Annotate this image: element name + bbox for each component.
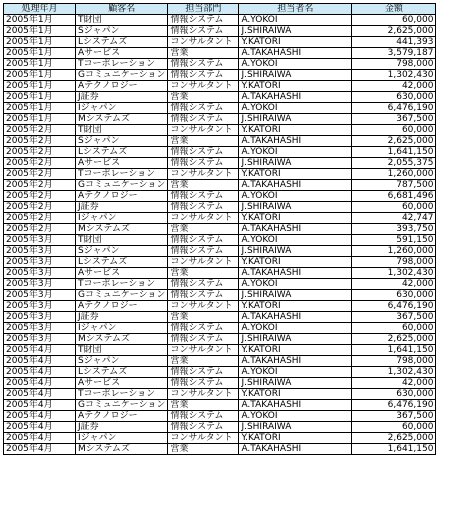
cell-amount[interactable]: 393,750	[352, 224, 436, 235]
cell-amount[interactable]: 60,000	[352, 202, 436, 213]
cell-person[interactable]: A.YOKOI	[239, 279, 352, 290]
table-row	[4, 400, 436, 411]
cell-customer[interactable]: Mシステムズ	[76, 444, 168, 455]
cell-department[interactable]: 情報システム	[168, 235, 239, 246]
table-row	[4, 389, 436, 400]
cell-department[interactable]: 情報システム	[168, 411, 239, 422]
cell-month[interactable]: 2005年4月	[4, 411, 76, 422]
cell-month[interactable]: 2005年1月	[4, 103, 76, 114]
cell-month[interactable]: 2005年3月	[4, 268, 76, 279]
cell-department[interactable]: 営業	[168, 136, 239, 147]
cell-month[interactable]: 2005年4月	[4, 433, 76, 444]
cell-department[interactable]: 営業	[168, 224, 239, 235]
cell-customer[interactable]: Mシステムズ	[76, 114, 168, 125]
cell-department[interactable]: 情報システム	[168, 279, 239, 290]
cell-month[interactable]: 2005年2月	[4, 202, 76, 213]
header-person[interactable]: 担当者名	[239, 4, 352, 15]
cell-amount[interactable]: 591,150	[352, 235, 436, 246]
cell-customer[interactable]: J証券	[76, 422, 168, 433]
cell-department[interactable]: 情報システム	[168, 103, 239, 114]
cell-month[interactable]: 2005年4月	[4, 422, 76, 433]
cell-person[interactable]: A.TAKAHASHI	[239, 224, 352, 235]
cell-month[interactable]: 2005年3月	[4, 334, 76, 345]
cell-department[interactable]: 営業	[168, 444, 239, 455]
cell-amount[interactable]: 42,747	[352, 213, 436, 224]
cell-amount[interactable]: 1,302,430	[352, 268, 436, 279]
cell-person[interactable]: Y.KATORI	[239, 81, 352, 92]
cell-person[interactable]: J.SHIRAIWA	[239, 70, 352, 81]
cell-month[interactable]: 2005年4月	[4, 345, 76, 356]
cell-department[interactable]: 情報システム	[168, 114, 239, 125]
cell-customer[interactable]: Aテクノロジー	[76, 191, 168, 202]
cell-person[interactable]: A.YOKOI	[239, 191, 352, 202]
cell-amount[interactable]: 6,681,496	[352, 191, 436, 202]
table-row	[4, 312, 436, 323]
cell-department[interactable]: 営業	[168, 312, 239, 323]
header-month[interactable]: 処理年月	[4, 4, 76, 15]
table-row	[4, 213, 436, 224]
data-table	[3, 3, 436, 455]
cell-department[interactable]: コンサルタント	[168, 81, 239, 92]
cell-customer[interactable]: Gコミュニケーション	[76, 400, 168, 411]
table-body	[4, 15, 436, 455]
table-row	[4, 92, 436, 103]
cell-customer[interactable]: Lシステムズ	[76, 37, 168, 48]
table-row	[4, 279, 436, 290]
cell-department[interactable]: 情報システム	[168, 334, 239, 345]
cell-amount[interactable]: 798,000	[352, 257, 436, 268]
cell-customer[interactable]: Aテクノロジー	[76, 301, 168, 312]
cell-department[interactable]: 営業	[168, 92, 239, 103]
cell-month[interactable]: 2005年3月	[4, 246, 76, 257]
cell-person[interactable]: A.YOKOI	[239, 59, 352, 70]
cell-department[interactable]: 営業	[168, 356, 239, 367]
cell-amount[interactable]: 42,000	[352, 81, 436, 92]
cell-person[interactable]: A.YOKOI	[239, 147, 352, 158]
table-row	[4, 246, 436, 257]
cell-person[interactable]: J.SHIRAIWA	[239, 246, 352, 257]
cell-person[interactable]: Y.KATORI	[239, 37, 352, 48]
cell-month[interactable]: 2005年1月	[4, 59, 76, 70]
cell-month[interactable]: 2005年2月	[4, 136, 76, 147]
cell-customer[interactable]: Lシステムズ	[76, 367, 168, 378]
cell-month[interactable]: 2005年1月	[4, 92, 76, 103]
cell-month[interactable]: 2005年1月	[4, 114, 76, 125]
cell-department[interactable]: 情報システム	[168, 26, 239, 37]
cell-department[interactable]: コンサルタント	[168, 433, 239, 444]
cell-department[interactable]: 情報システム	[168, 367, 239, 378]
cell-person[interactable]: A.TAKAHASHI	[239, 312, 352, 323]
cell-customer[interactable]: Gコミュニケーション	[76, 180, 168, 191]
cell-person[interactable]: A.TAKAHASHI	[239, 136, 352, 147]
cell-customer[interactable]: Sジャパン	[76, 136, 168, 147]
cell-department[interactable]: 営業	[168, 268, 239, 279]
cell-amount[interactable]: 60,000	[352, 15, 436, 26]
cell-customer[interactable]: Lシステムズ	[76, 147, 168, 158]
table-row	[4, 411, 436, 422]
cell-person[interactable]: J.SHIRAIWA	[239, 26, 352, 37]
cell-amount[interactable]: 2,625,000	[352, 334, 436, 345]
header-row	[4, 4, 436, 15]
cell-month[interactable]: 2005年2月	[4, 213, 76, 224]
cell-amount[interactable]: 630,000	[352, 290, 436, 301]
table-row	[4, 433, 436, 444]
cell-customer[interactable]: Lシステムズ	[76, 257, 168, 268]
cell-customer[interactable]: Iジャパン	[76, 323, 168, 334]
cell-customer[interactable]: J証券	[76, 202, 168, 213]
cell-month[interactable]: 2005年1月	[4, 70, 76, 81]
table-row	[4, 81, 436, 92]
cell-person[interactable]: Y.KATORI	[239, 301, 352, 312]
table-row	[4, 301, 436, 312]
cell-month[interactable]: 2005年2月	[4, 191, 76, 202]
cell-customer[interactable]: Aサービス	[76, 268, 168, 279]
cell-customer[interactable]: Iジャパン	[76, 103, 168, 114]
table-row	[4, 15, 436, 26]
cell-department[interactable]: コンサルタント	[168, 37, 239, 48]
cell-department[interactable]: 情報システム	[168, 378, 239, 389]
cell-customer[interactable]: T財団	[76, 15, 168, 26]
cell-customer[interactable]: T財団	[76, 125, 168, 136]
cell-amount[interactable]: 60,000	[352, 323, 436, 334]
table-row	[4, 422, 436, 433]
cell-person[interactable]: A.YOKOI	[239, 103, 352, 114]
table-row	[4, 367, 436, 378]
cell-customer[interactable]: Aテクノロジー	[76, 411, 168, 422]
cell-customer[interactable]: J証券	[76, 92, 168, 103]
cell-department[interactable]: 情報システム	[168, 246, 239, 257]
cell-department[interactable]: 情報システム	[168, 191, 239, 202]
cell-month[interactable]: 2005年2月	[4, 125, 76, 136]
cell-person[interactable]: A.YOKOI	[239, 15, 352, 26]
cell-amount[interactable]: 798,000	[352, 59, 436, 70]
cell-customer[interactable]: Gコミュニケーション	[76, 70, 168, 81]
cell-amount[interactable]: 2,625,000	[352, 136, 436, 147]
cell-month[interactable]: 2005年4月	[4, 400, 76, 411]
table-row	[4, 125, 436, 136]
cell-month[interactable]: 2005年4月	[4, 444, 76, 455]
cell-customer[interactable]: Aサービス	[76, 158, 168, 169]
table-row	[4, 180, 436, 191]
cell-customer[interactable]: J証券	[76, 312, 168, 323]
header-customer[interactable]: 顧客名	[76, 4, 168, 15]
cell-amount[interactable]: 2,625,000	[352, 26, 436, 37]
cell-department[interactable]: コンサルタント	[168, 125, 239, 136]
table-row	[4, 235, 436, 246]
table-row	[4, 37, 436, 48]
cell-customer[interactable]: Aサービス	[76, 378, 168, 389]
cell-amount[interactable]: 441,393	[352, 37, 436, 48]
table-row	[4, 169, 436, 180]
cell-month[interactable]: 2005年4月	[4, 378, 76, 389]
cell-amount[interactable]: 367,500	[352, 312, 436, 323]
cell-department[interactable]: 情報システム	[168, 59, 239, 70]
cell-amount[interactable]: 1,260,000	[352, 169, 436, 180]
table-row	[4, 136, 436, 147]
table-row	[4, 48, 436, 59]
cell-amount[interactable]: 1,641,150	[352, 444, 436, 455]
cell-department[interactable]: 情報システム	[168, 70, 239, 81]
cell-customer[interactable]: Gコミュニケーション	[76, 290, 168, 301]
cell-month[interactable]: 2005年1月	[4, 81, 76, 92]
cell-month[interactable]: 2005年1月	[4, 48, 76, 59]
cell-person[interactable]: Y.KATORI	[239, 169, 352, 180]
cell-department[interactable]: 情報システム	[168, 158, 239, 169]
cell-month[interactable]: 2005年3月	[4, 323, 76, 334]
cell-month[interactable]: 2005年4月	[4, 389, 76, 400]
cell-person[interactable]: Y.KATORI	[239, 389, 352, 400]
cell-customer[interactable]: Sジャパン	[76, 356, 168, 367]
cell-department[interactable]: 情報システム	[168, 290, 239, 301]
header-department[interactable]: 担当部門	[168, 4, 239, 15]
cell-customer[interactable]: Aテクノロジー	[76, 81, 168, 92]
cell-customer[interactable]: Mシステムズ	[76, 334, 168, 345]
cell-department[interactable]: 情報システム	[168, 15, 239, 26]
cell-month[interactable]: 2005年1月	[4, 26, 76, 37]
cell-month[interactable]: 2005年2月	[4, 169, 76, 180]
table-row	[4, 59, 436, 70]
cell-amount[interactable]: 1,302,430	[352, 70, 436, 81]
cell-person[interactable]: J.SHIRAIWA	[239, 334, 352, 345]
cell-person[interactable]: J.SHIRAIWA	[239, 114, 352, 125]
cell-department[interactable]: コンサルタント	[168, 301, 239, 312]
cell-month[interactable]: 2005年2月	[4, 180, 76, 191]
cell-customer[interactable]: T財団	[76, 235, 168, 246]
cell-amount[interactable]: 367,500	[352, 411, 436, 422]
cell-customer[interactable]: Sジャパン	[76, 246, 168, 257]
cell-person[interactable]: J.SHIRAIWA	[239, 202, 352, 213]
cell-person[interactable]: A.YOKOI	[239, 323, 352, 334]
table-row	[4, 26, 436, 37]
table-row	[4, 356, 436, 367]
cell-customer[interactable]: Iジャパン	[76, 213, 168, 224]
cell-department[interactable]: 情報システム	[168, 202, 239, 213]
cell-person[interactable]: A.TAKAHASHI	[239, 400, 352, 411]
cell-customer[interactable]: Sジャパン	[76, 26, 168, 37]
cell-person[interactable]: A.TAKAHASHI	[239, 92, 352, 103]
table-row	[4, 378, 436, 389]
cell-amount[interactable]: 1,260,000	[352, 246, 436, 257]
cell-person[interactable]: Y.KATORI	[239, 213, 352, 224]
cell-amount[interactable]: 42,000	[352, 279, 436, 290]
cell-month[interactable]: 2005年1月	[4, 15, 76, 26]
cell-amount[interactable]: 798,000	[352, 356, 436, 367]
cell-amount[interactable]: 630,000	[352, 389, 436, 400]
table-row	[4, 224, 436, 235]
cell-customer[interactable]: Tコーポレーション	[76, 169, 168, 180]
cell-person[interactable]: Y.KATORI	[239, 433, 352, 444]
cell-person[interactable]: A.YOKOI	[239, 367, 352, 378]
cell-person[interactable]: J.SHIRAIWA	[239, 290, 352, 301]
cell-month[interactable]: 2005年3月	[4, 301, 76, 312]
cell-customer[interactable]: Tコーポレーション	[76, 279, 168, 290]
cell-customer[interactable]: Tコーポレーション	[76, 59, 168, 70]
cell-person[interactable]: Y.KATORI	[239, 345, 352, 356]
table-row	[4, 290, 436, 301]
cell-month[interactable]: 2005年3月	[4, 290, 76, 301]
cell-month[interactable]: 2005年3月	[4, 279, 76, 290]
cell-person[interactable]: A.TAKAHASHI	[239, 356, 352, 367]
header-amount[interactable]: 金額	[352, 4, 436, 15]
cell-month[interactable]: 2005年3月	[4, 235, 76, 246]
cell-amount[interactable]: 60,000	[352, 125, 436, 136]
cell-amount[interactable]: 6,476,190	[352, 400, 436, 411]
cell-amount[interactable]: 1,641,150	[352, 345, 436, 356]
cell-customer[interactable]: Tコーポレーション	[76, 389, 168, 400]
cell-department[interactable]: 営業	[168, 48, 239, 59]
cell-person[interactable]: J.SHIRAIWA	[239, 378, 352, 389]
cell-department[interactable]: 営業	[168, 180, 239, 191]
table-row	[4, 103, 436, 114]
cell-month[interactable]: 2005年2月	[4, 147, 76, 158]
cell-amount[interactable]: 6,476,190	[352, 103, 436, 114]
cell-person[interactable]: A.TAKAHASHI	[239, 268, 352, 279]
cell-month[interactable]: 2005年3月	[4, 257, 76, 268]
cell-department[interactable]: コンサルタント	[168, 345, 239, 356]
cell-department[interactable]: コンサルタント	[168, 213, 239, 224]
cell-customer[interactable]: Aサービス	[76, 48, 168, 59]
cell-department[interactable]: 情報システム	[168, 323, 239, 334]
cell-amount[interactable]: 367,500	[352, 114, 436, 125]
cell-department[interactable]: コンサルタント	[168, 257, 239, 268]
table-row	[4, 70, 436, 81]
cell-department[interactable]: 情報システム	[168, 422, 239, 433]
table-row	[4, 114, 436, 125]
cell-department[interactable]: コンサルタント	[168, 389, 239, 400]
cell-month[interactable]: 2005年1月	[4, 37, 76, 48]
table-row	[4, 257, 436, 268]
table-row	[4, 147, 436, 158]
cell-amount[interactable]: 1,302,430	[352, 367, 436, 378]
cell-amount[interactable]: 42,000	[352, 378, 436, 389]
cell-department[interactable]: コンサルタント	[168, 169, 239, 180]
cell-person[interactable]: A.TAKAHASHI	[239, 444, 352, 455]
cell-amount[interactable]: 2,055,375	[352, 158, 436, 169]
cell-person[interactable]: A.TAKAHASHI	[239, 180, 352, 191]
cell-customer[interactable]: Iジャパン	[76, 433, 168, 444]
table-header	[4, 4, 436, 15]
table-row	[4, 268, 436, 279]
table-row	[4, 345, 436, 356]
cell-person[interactable]: J.SHIRAIWA	[239, 422, 352, 433]
cell-month[interactable]: 2005年3月	[4, 312, 76, 323]
cell-amount[interactable]: 60,000	[352, 422, 436, 433]
table-row	[4, 444, 436, 455]
cell-month[interactable]: 2005年4月	[4, 367, 76, 378]
cell-person[interactable]: A.YOKOI	[239, 235, 352, 246]
table-row	[4, 191, 436, 202]
cell-amount[interactable]: 1,641,150	[352, 147, 436, 158]
cell-customer[interactable]: Mシステムズ	[76, 224, 168, 235]
cell-month[interactable]: 2005年2月	[4, 224, 76, 235]
cell-person[interactable]: Y.KATORI	[239, 257, 352, 268]
cell-month[interactable]: 2005年4月	[4, 356, 76, 367]
cell-amount[interactable]: 787,500	[352, 180, 436, 191]
cell-person[interactable]: A.YOKOI	[239, 411, 352, 422]
table-row	[4, 158, 436, 169]
cell-person[interactable]: A.TAKAHASHI	[239, 48, 352, 59]
cell-amount[interactable]: 2,625,000	[352, 433, 436, 444]
table-row	[4, 202, 436, 213]
cell-month[interactable]: 2005年2月	[4, 158, 76, 169]
cell-department[interactable]: 情報システム	[168, 147, 239, 158]
cell-amount[interactable]: 630,000	[352, 92, 436, 103]
cell-department[interactable]: 営業	[168, 400, 239, 411]
cell-amount[interactable]: 3,579,187	[352, 48, 436, 59]
table-row	[4, 334, 436, 345]
cell-person[interactable]: J.SHIRAIWA	[239, 158, 352, 169]
table-row	[4, 323, 436, 334]
cell-customer[interactable]: T財団	[76, 345, 168, 356]
cell-amount[interactable]: 6,476,190	[352, 301, 436, 312]
cell-person[interactable]: Y.KATORI	[239, 125, 352, 136]
